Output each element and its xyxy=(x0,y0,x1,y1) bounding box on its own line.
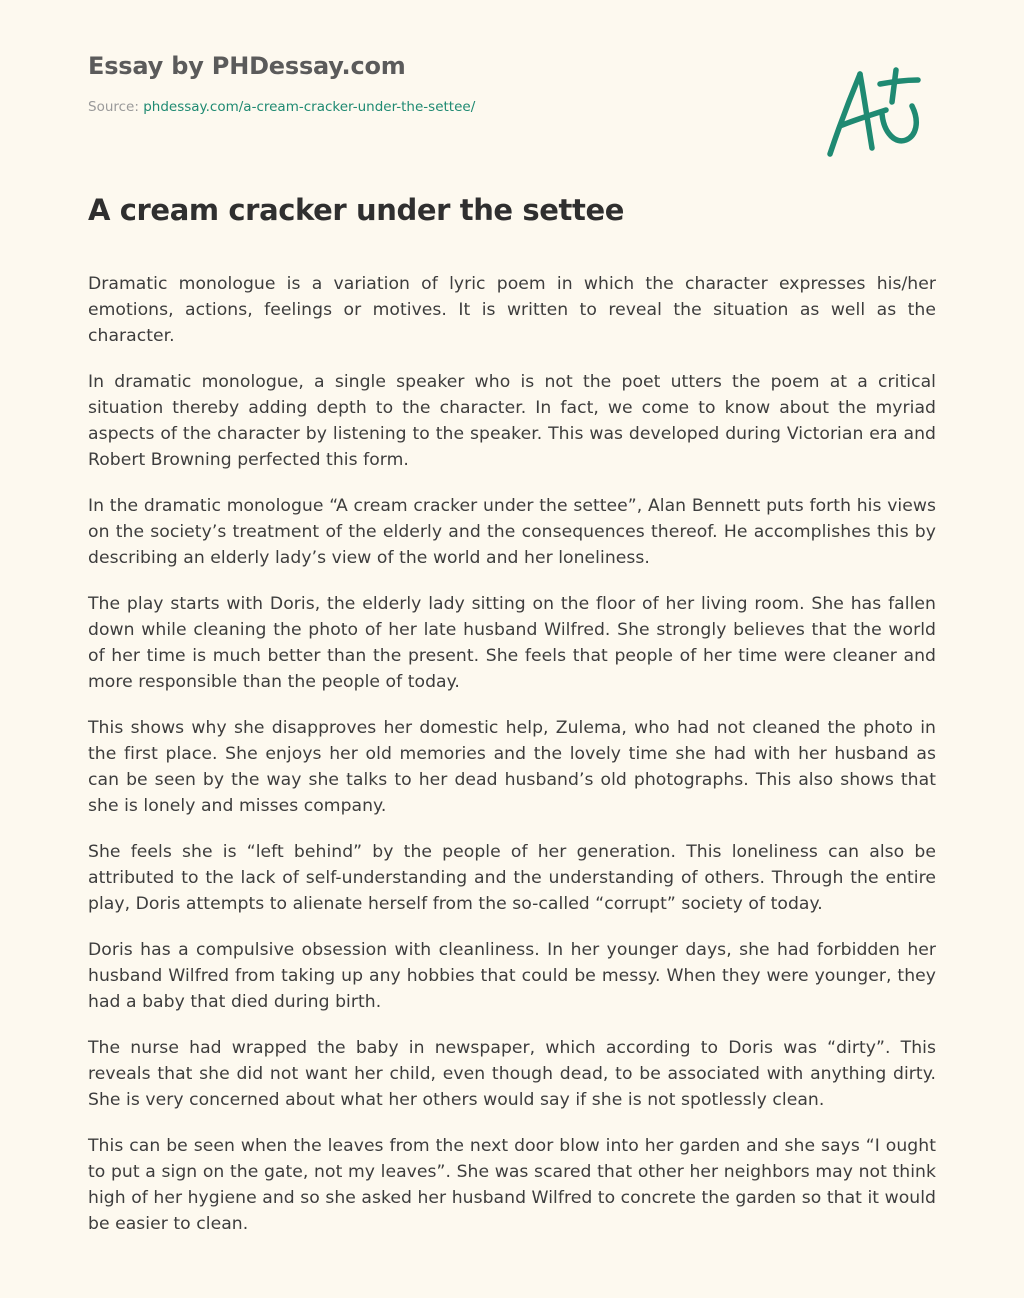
a-plus-grade-icon xyxy=(820,60,932,164)
essay-paragraph: She feels she is “left behind” by the people of her generation. This loneliness can also be attributed to the lack of self-understanding and the understanding of others. Through the entire play, Doris attempts to alienate herself from the so-called “corrupt” society of today. xyxy=(88,842,936,914)
essay-paragraph: In dramatic monologue, a single speaker who is not the poet utters the poem at a critical situation thereby adding depth to the character. In fact, we come to know about the myriad aspects of the character by listening to the speaker. This was developed during Victorian era and Robert Browning perfected this form. xyxy=(88,372,936,470)
essay-paragraph: In the dramatic monologue “A cream cracker under the settee”, Alan Bennett puts forth his views on the society’s treatment of the elderly and the consequences thereof. He accomplishes this by describing an elderly lady’s view of the world and her loneliness. xyxy=(88,496,936,568)
essay-paragraph: Doris has a compulsive obsession with cleanliness. In her younger days, she had forbidden her husband Wilfred from taking up any hobbies that could be messy. When they were younger, they had a baby that died during birth. xyxy=(88,940,936,1012)
site-brand: Essay by PHDessay.com xyxy=(88,52,406,80)
essay-paragraph: Dramatic monologue is a variation of lyric poem in which the character expresses his/her emotions, actions, feelings or motives. It is written to reveal the situation as well as the character. xyxy=(88,274,936,346)
essay-title: A cream cracker under the settee xyxy=(88,193,624,227)
essay-paragraph: This can be seen when the leaves from the next door blow into her garden and she says “I ought to put a sign on the gate, not my leaves”. She was scared that other her neighbors may not think high of her hygiene and so she asked her husband Wilfred to concrete the garden so that it would be easier to clean. xyxy=(88,1136,936,1234)
source-line xyxy=(88,98,788,116)
essay-paragraph: This shows why she disapproves her domestic help, Zulema, who had not cleaned the photo in the first place. She enjoys her old memories and the lovely time she had with her husband as can be seen by the way she talks to her dead husband’s old photographs. This also shows that she is lonely and misses company. xyxy=(88,718,936,816)
source-link[interactable]: phdessay.com/a-cream-cracker-under-the-settee/ xyxy=(143,99,476,115)
essay-paragraph: The nurse had wrapped the baby in newspaper, which according to Doris was “dirty”. This reveals that she did not want her child, even though dead, to be associated with anything dirty. She is very concerned about what her others would say if she is not spotlessly clean. xyxy=(88,1038,936,1110)
essay-paragraph: The play starts with Doris, the elderly lady sitting on the floor of her living room. She has fallen down while cleaning the photo of her late husband Wilfred. She strongly believes that the world of her time is much better than the present. She feels that people of her time were cleaner and more responsible than the people of today. xyxy=(88,594,936,692)
essay-body xyxy=(88,271,936,1257)
site-header xyxy=(88,48,788,116)
source-label: Source: xyxy=(88,99,139,115)
